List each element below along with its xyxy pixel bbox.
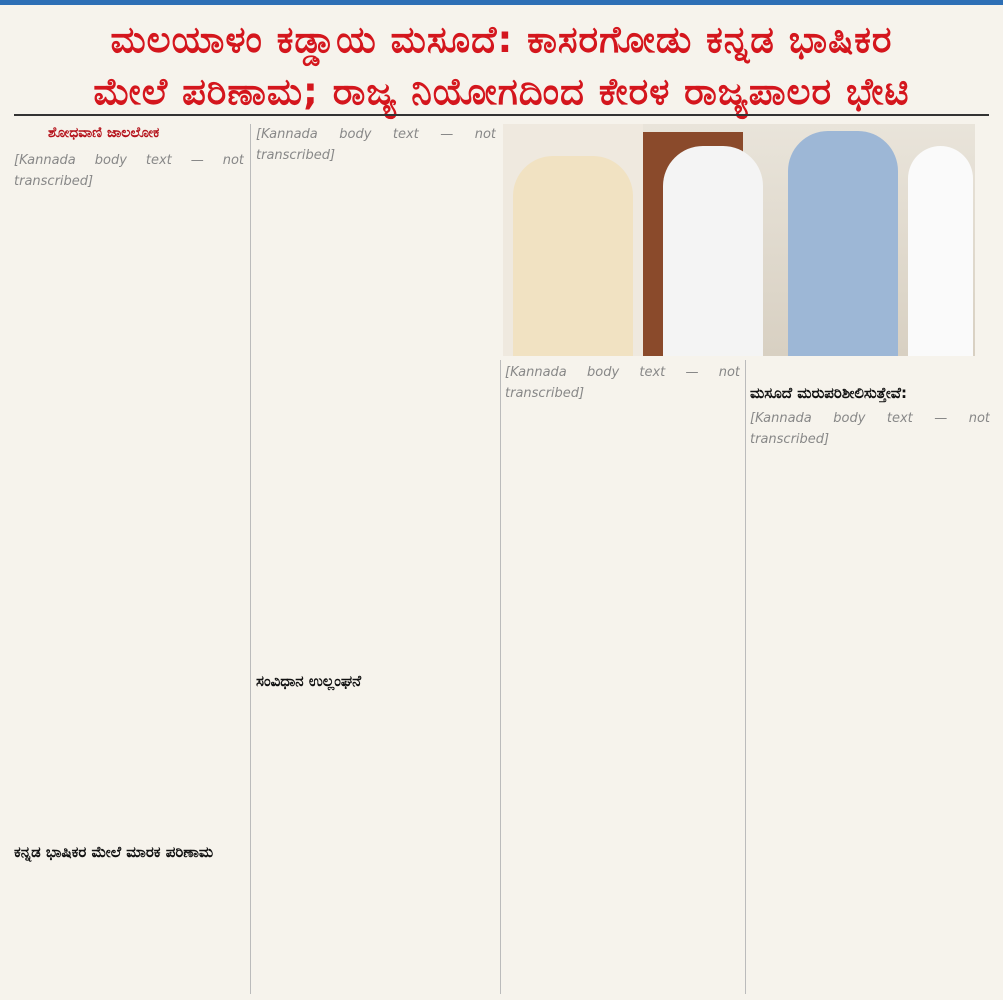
governor-meeting-photo bbox=[503, 124, 975, 356]
photo-person-3 bbox=[788, 131, 898, 356]
column-separator bbox=[500, 360, 501, 994]
headline-rule bbox=[14, 114, 989, 116]
subhead-kannada-speakers: ಕನ್ನಡ ಭಾಷಿಕರ ಮೇಲೆ ಮಾರಕ ಪರಿಣಾಮ bbox=[14, 843, 214, 861]
column-separator bbox=[250, 124, 251, 994]
column-2-text: [Kannada body text — not transcribed] bbox=[256, 127, 496, 163]
column-2 bbox=[256, 124, 496, 990]
column-3-text: [Kannada body text — not transcribed] bbox=[505, 365, 740, 401]
byline: ಶೋಧವಾಣಿ ಜಾಲಲೋಕ bbox=[48, 125, 160, 141]
column-1-text: [Kannada body text — not transcribed] bbox=[14, 153, 244, 189]
column-separator bbox=[745, 360, 746, 994]
top-accent-line bbox=[0, 0, 1003, 5]
column-4-text: [Kannada body text — not transcribed] bbox=[750, 411, 990, 447]
column-4 bbox=[750, 362, 990, 990]
headline-line-2: ಮೇಲೆ ಪರಿಣಾಮ; ರಾಜ್ಯ ನಿಯೋಗದಿಂದ ಕೇರಳ ರಾಜ್ಯಪಾಲರ ಭೇಟಿ bbox=[93, 70, 910, 113]
subhead-review: ಮಸೂದೆ ಮರುಪರಿಶೀಲಿಸುತ್ತೇವೆ: bbox=[750, 384, 908, 402]
subhead-constitution: ಸಂವಿಧಾನ ಉಲ್ಲಂಘನೆ bbox=[256, 672, 362, 690]
column-1 bbox=[14, 150, 244, 990]
column-3 bbox=[505, 362, 740, 990]
headline-line-1: ಮಲಯಾಳಂ ಕಡ್ಡಾಯ ಮಸೂದೆ: ಕಾಸರಗೋಡು ಕನ್ನಡ ಭಾಷಿಕರ bbox=[110, 18, 893, 61]
photo-person-1 bbox=[513, 156, 633, 356]
photo-person-2 bbox=[663, 146, 763, 356]
photo-person-4 bbox=[908, 146, 973, 356]
headline bbox=[20, 14, 983, 118]
